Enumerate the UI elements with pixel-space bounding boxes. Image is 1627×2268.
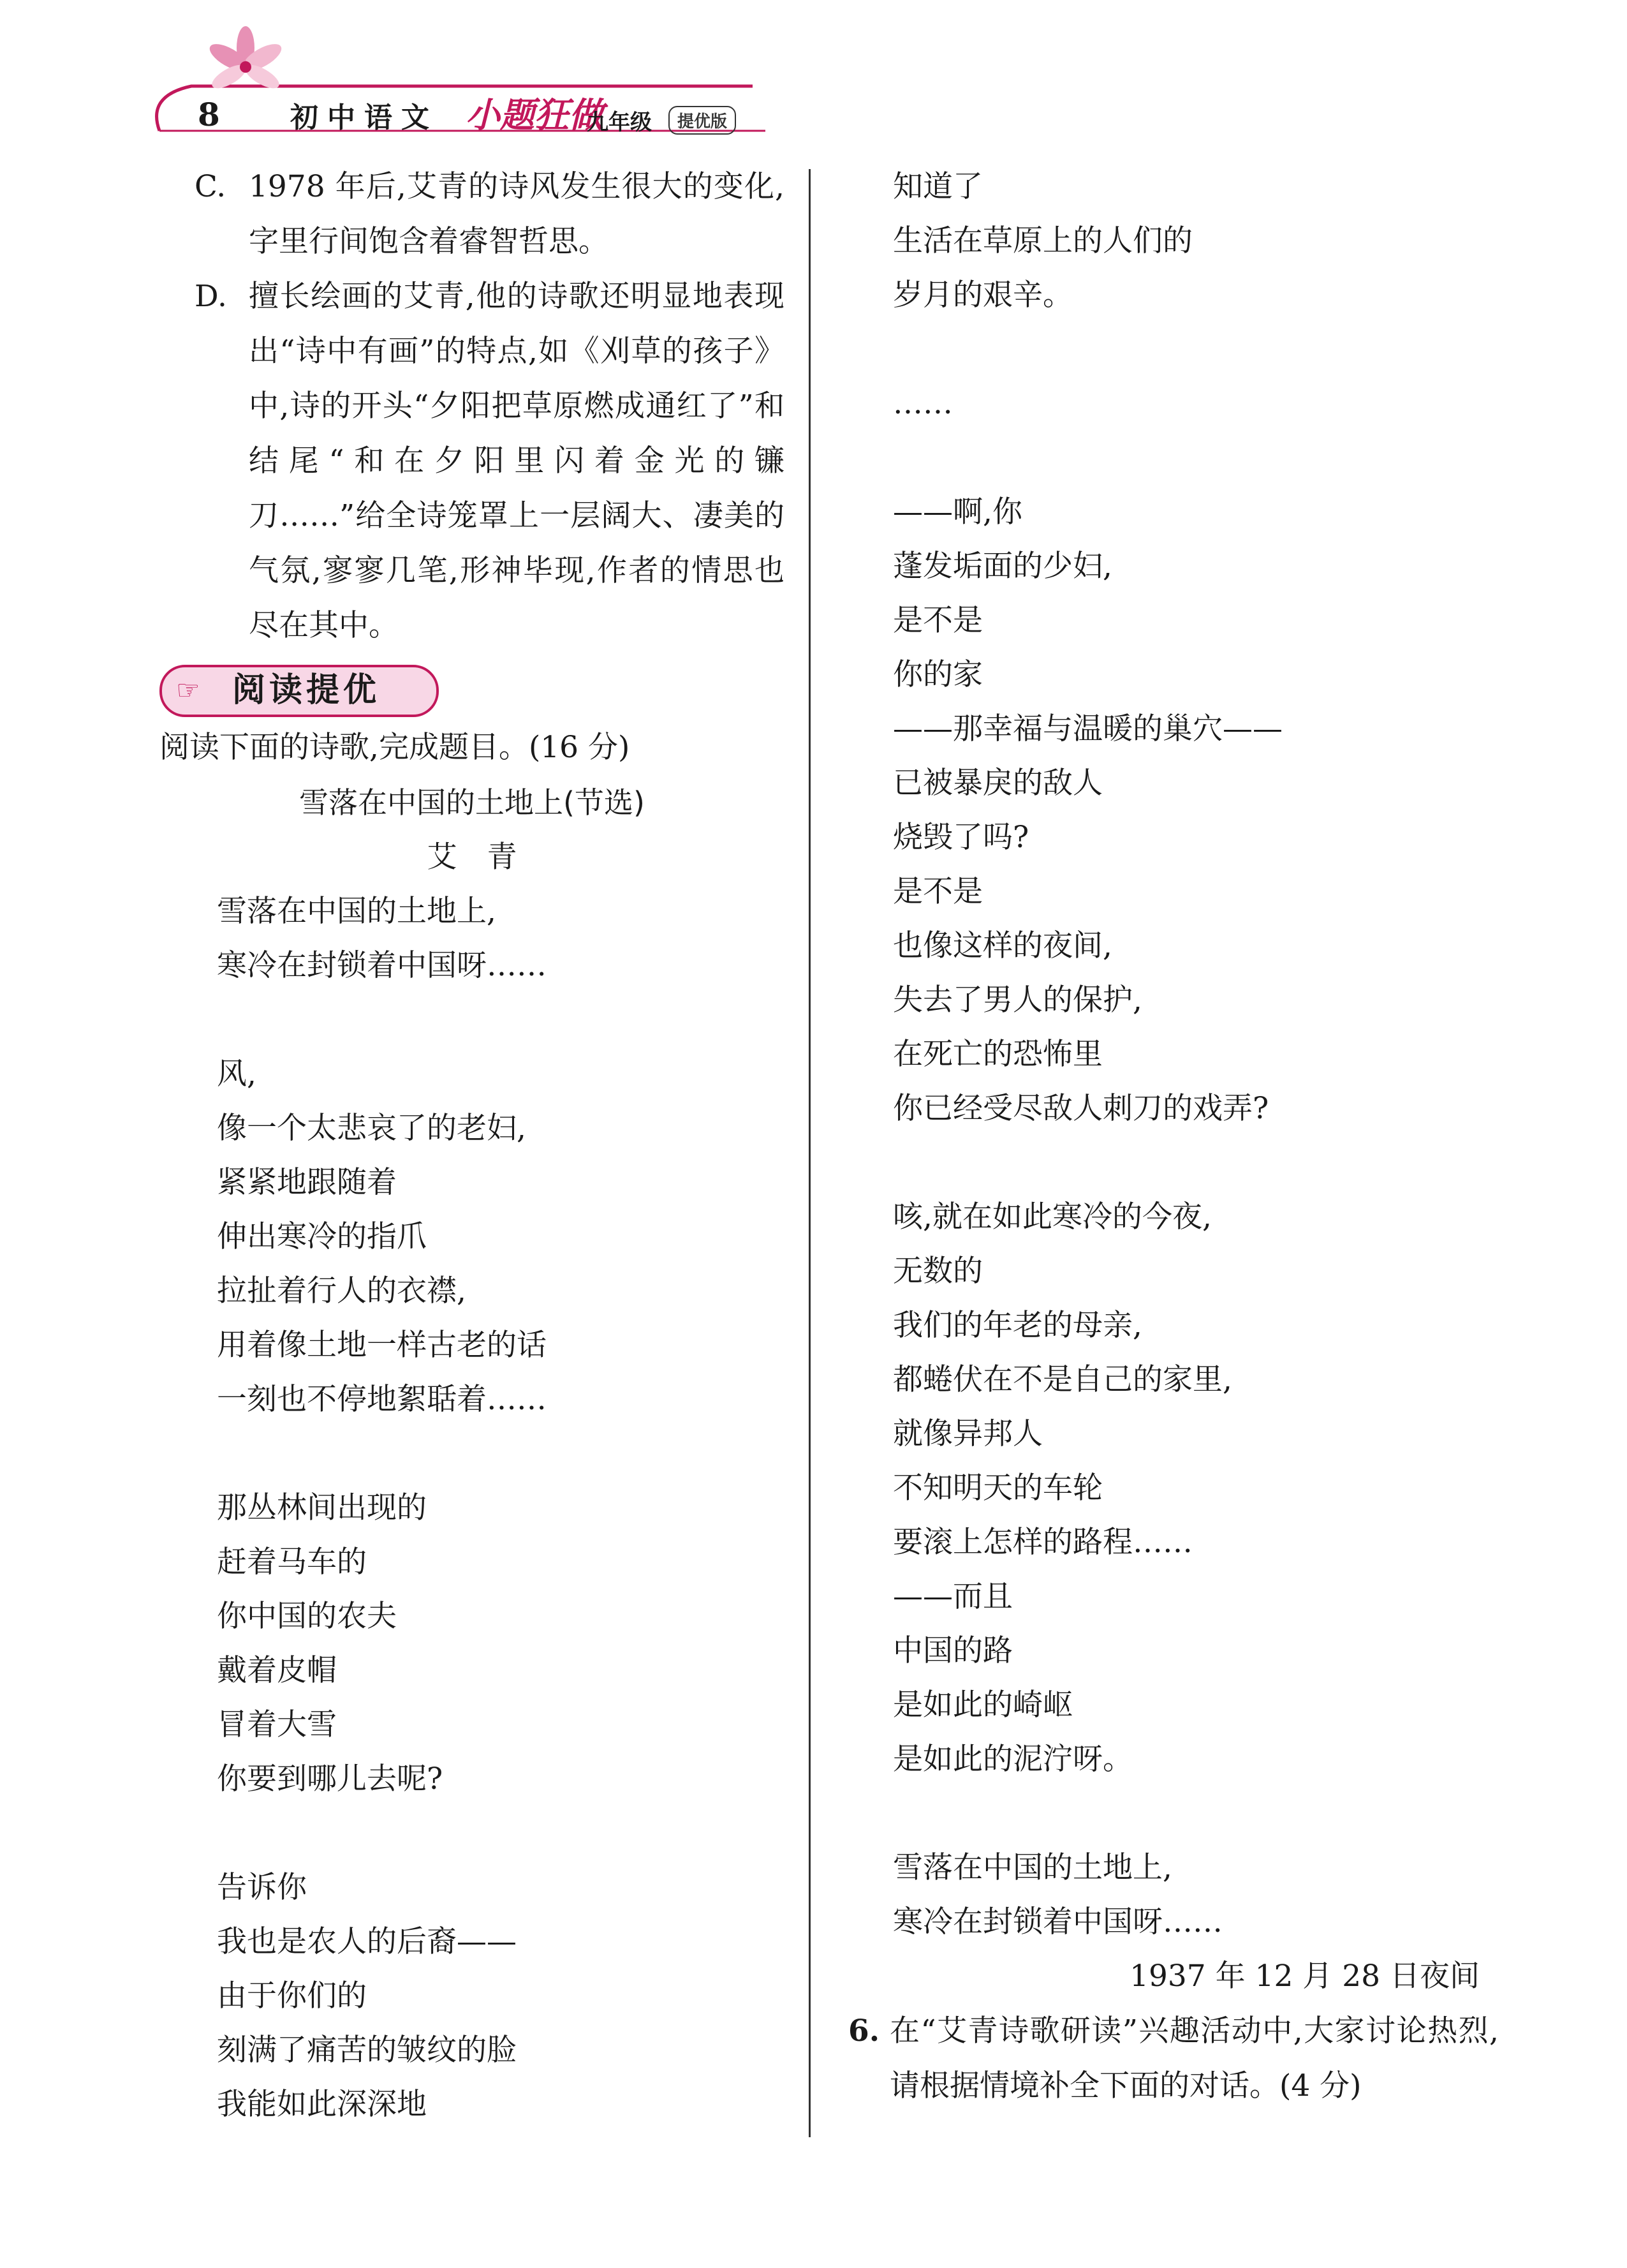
poem-line: 无数的 [893, 1254, 983, 1289]
option-text: 擅长绘画的艾青,他的诗歌还明显地表现出“诗中有画”的特点,如《刈草的孩子》中,诗的开头“夕阳把草原燃成通红了”和结尾“和在夕阳里闪着金光的镰刀……”给全诗笼罩上一层阔大、凄美的气氛,寥寥几笔,形神毕现,作者的情思也尽在其中。 [249, 279, 784, 643]
option-label: C. [195, 169, 226, 204]
poem-line: 我也是农人的后裔—— [217, 1924, 517, 1959]
poem-line: 用着像土地一样古老的话 [217, 1328, 547, 1363]
poem-line: 是不是 [893, 874, 983, 909]
series-grade: 九年级 [587, 110, 652, 135]
poem-line: 紧紧地跟随着 [217, 1165, 397, 1200]
series-subject: 初中语文 [290, 101, 438, 134]
option-c [159, 159, 784, 269]
poem-body-right [848, 159, 1499, 1949]
stanza-gap [848, 1786, 1499, 1841]
question-number: 6. [848, 2013, 880, 2049]
poem-line: 像一个太悲哀了的老妇, [217, 1111, 526, 1146]
stanza-gap [159, 993, 784, 1047]
poem-line: 一刻也不停地絮聒着…… [217, 1382, 547, 1417]
poem-line: 我们的年老的母亲, [893, 1308, 1142, 1343]
poem-line: ——啊,你 [893, 494, 1022, 530]
poem-line: 生活在草原上的人们的 [893, 223, 1193, 258]
poem-title: 雪落在中国的土地上(节选) [299, 785, 645, 820]
poem-line: 你的家 [893, 657, 983, 692]
poem-line: 拉扯着行人的衣襟, [217, 1273, 466, 1308]
stanza-gap [848, 322, 1499, 376]
poem-line: 寒冷在封锁着中国呀…… [217, 948, 547, 983]
page-header [0, 0, 1627, 147]
poem-line: 知道了 [893, 169, 983, 204]
poem-line: 是如此的崎岖 [893, 1687, 1073, 1723]
poem-line: 失去了男人的保护, [893, 982, 1142, 1018]
poem-line: 就像异邦人 [893, 1416, 1043, 1451]
poem-line: 不知明天的车轮 [893, 1471, 1103, 1506]
poem-author: 艾 青 [427, 840, 517, 875]
series-edition: 提优版 [668, 106, 736, 135]
poem-date: 1937 年 12 月 28 日夜间 [1130, 1959, 1480, 1994]
poem-line: 风, [217, 1056, 256, 1092]
stanza-gap [159, 1427, 784, 1481]
poem-body-left [159, 884, 784, 2131]
poem-line: 烧毁了吗? [893, 820, 1029, 855]
poem-line: 中国的路 [893, 1633, 1013, 1668]
poem-line: 冒着大雪 [217, 1707, 337, 1742]
poem-line: 寒冷在封锁着中国呀…… [893, 1904, 1223, 1939]
page-number: 8 [198, 96, 220, 133]
poem-line: 是不是 [893, 603, 983, 638]
question-6 [848, 2004, 1499, 2114]
poem-line: 咳,就在如此寒冷的今夜, [893, 1199, 1212, 1234]
poem-line: 岁月的艰辛。 [893, 278, 1073, 313]
flower-icon [206, 26, 286, 93]
poem-line: 是如此的泥泞呀。 [893, 1742, 1133, 1777]
reading-instructions: 阅读下面的诗歌,完成题目。(16 分) [159, 730, 630, 765]
option-label: D. [195, 279, 227, 314]
poem-line: 已被暴戾的敌人 [893, 766, 1103, 801]
section-title: 阅读提优 [232, 671, 381, 709]
poem-line: 告诉你 [217, 1870, 307, 1905]
header-decoration [0, 0, 1627, 147]
poem-line: 由于你们的 [217, 1978, 367, 2013]
stanza-gap [159, 1806, 784, 1860]
poem-line: 戴着皮帽 [217, 1653, 337, 1688]
stanza-gap [848, 431, 1499, 485]
poem-line: 你已经受尽敌人刺刀的戏弄? [893, 1091, 1269, 1126]
section-badge [159, 665, 439, 717]
poem-line: 赶着马车的 [217, 1545, 367, 1580]
poem-line: 都蜷伏在不是自己的家里, [893, 1362, 1232, 1397]
column-divider [809, 169, 811, 2137]
poem-line: 那丛林间出现的 [217, 1490, 427, 1525]
poem-line: …… [893, 386, 953, 421]
poem-line: ——那幸福与温暖的巢穴—— [893, 711, 1283, 746]
poem-line: 蓬发垢面的少妇, [893, 549, 1112, 584]
poem-line: 要滚上怎样的路程…… [893, 1525, 1193, 1560]
pointing-hand-icon: ☞ [176, 674, 200, 706]
poem-line: 也像这样的夜间, [893, 928, 1112, 963]
option-d [159, 269, 784, 653]
poem-line: 刻满了痛苦的皱纹的脸 [217, 2033, 517, 2068]
poem-line: 我能如此深深地 [217, 2087, 427, 2122]
poem-line: 你中国的农夫 [217, 1599, 397, 1634]
poem-line: 你要到哪儿去呢? [217, 1761, 443, 1797]
series-brand: 小题狂做 [466, 94, 603, 135]
right-column [848, 159, 1499, 2114]
option-text: 1978 年后,艾青的诗风发生很大的变化,字里行间饱含着睿智哲思。 [249, 169, 784, 259]
stanza-gap [848, 1136, 1499, 1190]
poem-line: ——而且 [893, 1579, 1013, 1614]
poem-line: 雪落在中国的土地上, [893, 1850, 1172, 1885]
left-column [159, 159, 784, 2131]
poem-line: 伸出寒冷的指爪 [217, 1219, 427, 1254]
poem-line: 雪落在中国的土地上, [217, 894, 496, 929]
question-text: 在“艾青诗歌研读”兴趣活动中,大家讨论热烈,请根据情境补全下面的对话。(4 分) [890, 2013, 1499, 2103]
poem-line: 在死亡的恐怖里 [893, 1037, 1103, 1072]
